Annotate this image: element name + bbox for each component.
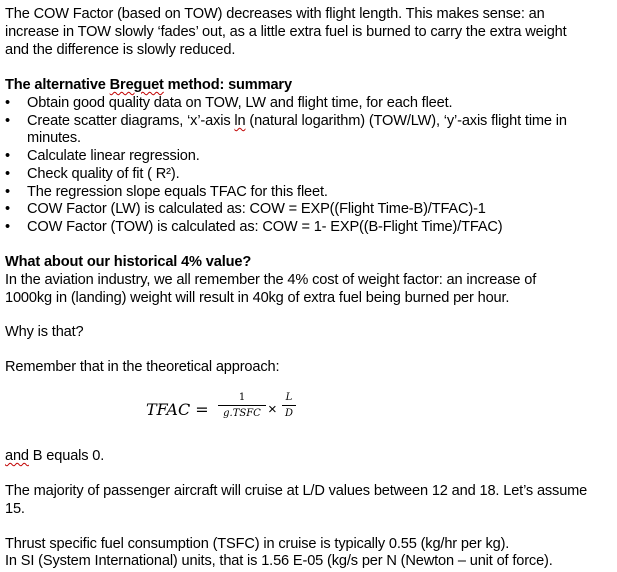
why-line: Why is that?	[5, 324, 84, 340]
historical-heading: What about our historical 4% value?	[5, 254, 252, 270]
fraction-denominator: g.TSFC	[223, 408, 261, 419]
spellcheck-word-ln: ln	[234, 113, 246, 129]
intro-line-1: The COW Factor (based on TOW) decreases with flight length. This makes sense: an	[5, 6, 545, 22]
bullet-icon: •	[5, 201, 11, 217]
historical-line-2: 1000kg in (landing) weight will result in 40kg of extra fuel being burned per hour.	[5, 290, 510, 306]
intro-line-3: and the difference is slowly reduced.	[5, 42, 236, 58]
bullet-icon: •	[5, 219, 11, 235]
equation-lhs: TFAC =	[146, 400, 209, 419]
bullet-icon: •	[5, 184, 11, 200]
document-page: The COW Factor (based on TOW) decreases with flight length. This makes sense: an increase in TOW slowly ‘fades’ out, as a little extra fuel is burned to carry the extra weight and the difference is slowly reduced. The alternative Breguet method: summary • Obtain good quality data on TOW, LW and flight time, for each fleet. • Create scatter diagrams, ‘x’-axis ln (natural logarithm) (TOW/LW), ‘y’-axis flight time in minutes. • Calculate linear regression. • Check quality of fit ( R²). • The regression slope equals TFAC for this fleet. • COW Factor (LW) is calculated as: COW = EXP((Flight Time-B)/TFAC)-1 • COW Factor (TOW) is calculated as: COW = 1- EXP((B-Flight Time)/TFAC) What about our historical 4% value? In the aviation industry, we all remember the 4% cost of weight factor: an increase of 1000kg in (landing) weight will result in 40kg of extra fuel being burned per hour. Why is that? Remember that in the theoretical approach: TFAC = 1 g.TSFC × L D and B equals 0. The majority of passenger aircraft will cruise at L/D values between 12 and 18. Let’s assume 15. Thrust specific fuel consumption (TSFC) in cruise is typically 0.55 (kg/hr per kg). In SI (System International) units, that is 1.56 E-05 (kg/s per N (Newton – unit of force).	[5, 6, 588, 569]
remember-line: Remember that in the theoretical approach:	[5, 359, 280, 375]
fraction-l-over-d	[282, 392, 296, 420]
ld-line-2: 15.	[5, 501, 25, 517]
spellcheck-word-and: and	[5, 448, 29, 464]
bullet-icon: •	[5, 95, 11, 111]
fraction-numerator: L	[285, 392, 293, 403]
bullet-icon: •	[5, 148, 11, 164]
fraction-denominator: D	[284, 408, 294, 419]
fraction-1-over-g-tsfc	[218, 392, 266, 420]
tsfc-line-1: Thrust specific fuel consumption (TSFC) in cruise is typically 0.55 (kg/hr per kg).	[5, 536, 510, 552]
fraction-numerator: 1	[238, 392, 246, 403]
bullet-icon: •	[5, 166, 11, 182]
spellcheck-word-breguet: Breguet	[109, 77, 164, 93]
ld-line-1: The majority of passenger aircraft will cruise at L/D values between 12 and 18. Let’s assume	[5, 483, 588, 499]
tsfc-line-2: In SI (System International) units, that is 1.56 E-05 (kg/s per N (Newton – unit of force).	[5, 553, 553, 569]
bullet-icon: •	[5, 113, 11, 129]
times-symbol: ×	[268, 401, 277, 418]
b-equals-line: and B equals 0.	[5, 448, 105, 464]
intro-line-2: increase in TOW slowly ‘fades’ out, as a little extra fuel is burned to carry the extra weight	[5, 24, 567, 40]
historical-line-1: In the aviation industry, we all remember the 4% cost of weight factor: an increase of	[5, 272, 537, 288]
summary-heading: The alternative Breguet method: summary	[5, 77, 292, 93]
